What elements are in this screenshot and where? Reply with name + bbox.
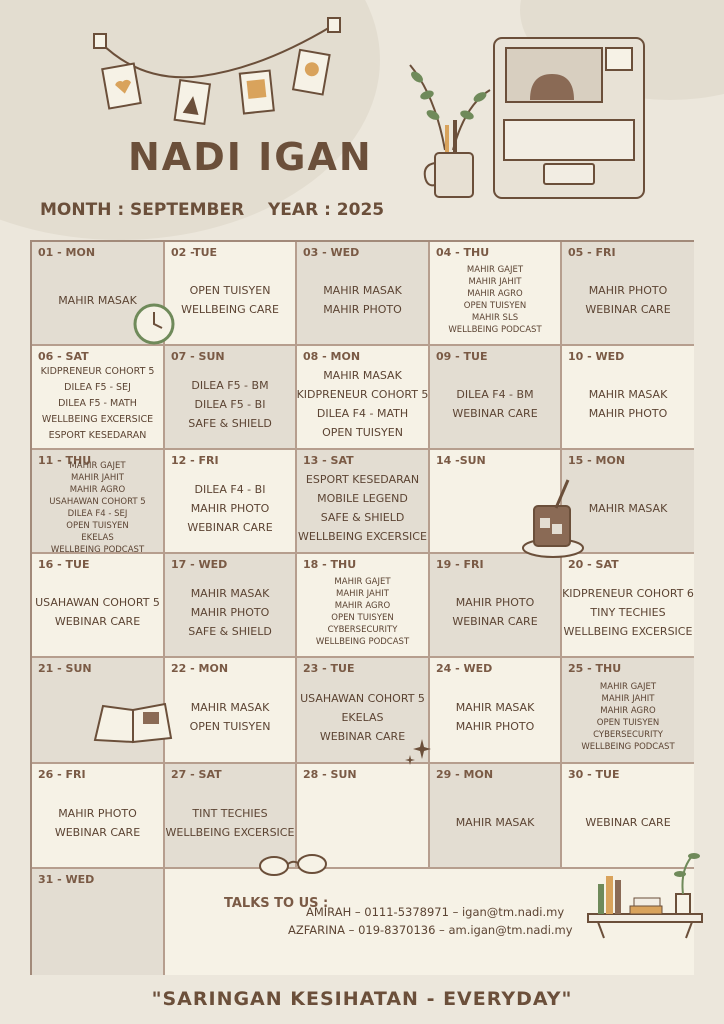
event-item: USAHAWAN COHORT 5 [35, 596, 160, 609]
month-label: MONTH : SEPTEMBER [40, 200, 245, 220]
day-label: 25 - THU [568, 662, 622, 675]
event-item: OPEN TUISYEN [322, 426, 403, 439]
event-item: MAHIR JAHIT [336, 589, 389, 599]
event-list [430, 362, 560, 446]
event-item: OPEN TUISYEN [463, 301, 527, 311]
event-item: WEBINAR CARE [187, 520, 273, 534]
day-label: 27 - SAT [171, 768, 222, 781]
event-item: WELLBEING PODCAST [448, 325, 542, 335]
day-label: 08 - MON [303, 350, 361, 363]
calendar-day-cell [562, 242, 694, 346]
calendar-day-cell [165, 554, 297, 658]
event-item: EKELAS [81, 533, 114, 543]
footer-slogan: "SARINGAN KESIHATAN - EVERYDAY" [151, 988, 573, 1010]
event-item: WELLBEING PODCAST [581, 742, 675, 752]
photo-garland-illustration [92, 14, 342, 129]
page-title: NADI IGAN [128, 135, 373, 179]
day-label: 03 - WED [303, 246, 360, 259]
calendar-day-cell [32, 450, 165, 554]
calendar-day-cell [297, 450, 430, 554]
event-item: SAFE & SHIELD [320, 511, 405, 524]
event-item: ESPORT KESEDARAN [48, 430, 147, 441]
event-item: MAHIR GAJET [334, 577, 391, 587]
event-item: MAHIR PHOTO [58, 806, 137, 820]
sparkle-icon [404, 737, 432, 767]
event-list [562, 674, 694, 760]
calendar-day-cell [32, 554, 165, 658]
calendar-day-cell [32, 346, 165, 450]
event-item: MOBILE LEGEND [317, 492, 408, 505]
event-item: USAHAWAN COHORT 5 [49, 497, 146, 507]
contact-azfarina: AZFARINA – 019-8370136 – am.igan@tm.nadi.my [288, 923, 573, 937]
day-label: 23 - TUE [303, 662, 355, 675]
event-item: WELLBEING EXCERSICE [165, 825, 295, 839]
bookshelf-illustration [584, 848, 706, 944]
year-label: YEAR : 2025 [268, 200, 385, 220]
event-list [430, 780, 560, 865]
event-item: MAHIR MASAK [323, 369, 402, 382]
event-item: DILEA F5 - SEJ [64, 382, 131, 393]
event-item: MAHIR GAJET [69, 461, 126, 471]
calendar-day-cell [297, 242, 430, 346]
event-list [32, 362, 163, 446]
event-item: MAHIR PHOTO [323, 303, 402, 316]
event-item: MAHIR MASAK [588, 388, 668, 401]
day-label: 04 - THU [436, 246, 490, 259]
event-item: DILEA F5 - MATH [58, 398, 137, 409]
calendar-day-cell [430, 658, 562, 764]
event-item: MAHIR GAJET [466, 265, 524, 275]
event-item: MAHIR AGRO [600, 706, 656, 716]
event-item: MAHIR PHOTO [190, 605, 270, 619]
calendar-day-cell [165, 450, 297, 554]
event-item: MAHIR JAHIT [71, 473, 124, 483]
event-item: KIDPRENEUR COHORT 5 [297, 388, 429, 401]
event-item: WEBINAR CARE [452, 407, 538, 420]
calendar-day-cell [562, 658, 694, 764]
event-item: MAHIR MASAK [455, 701, 535, 714]
event-item: DILEA F4 - MATH [316, 407, 409, 420]
iced-drink-illustration [520, 478, 586, 560]
event-item: MAHIR PHOTO [190, 501, 270, 515]
event-item: MAHIR PHOTO [455, 720, 535, 733]
day-label: 28 - SUN [303, 768, 357, 781]
calendar-day-cell [430, 764, 562, 869]
event-item: TINY TECHIES [590, 605, 666, 619]
calendar-day-cell [297, 346, 430, 450]
event-item: MAHIR AGRO [69, 485, 126, 495]
event-item: ESPORT KESEDARAN [305, 473, 420, 486]
contact-amirah: AMIRAH – 0111-5378971 – igan@tm.nadi.my [306, 905, 565, 919]
talks-to-us-label: TALKS TO US : [224, 896, 329, 911]
event-item: WEBINAR CARE [54, 825, 141, 839]
day-label: 18 - THU [303, 558, 357, 571]
event-item: WELLBEING PODCAST [315, 637, 410, 647]
event-item: MAHIR GAJET [599, 682, 657, 692]
event-list [165, 674, 295, 760]
event-item: OPEN TUISYEN [331, 613, 394, 623]
event-item: KIDPRENEUR COHORT 5 [40, 366, 155, 377]
calendar-day-cell [430, 346, 562, 450]
event-item: MAHIR PHOTO [588, 284, 668, 297]
event-list [562, 570, 694, 654]
day-label: 31 - WED [38, 873, 95, 886]
event-item: MAHIR MASAK [588, 501, 668, 515]
event-item: MAHIR AGRO [334, 601, 391, 611]
event-list [165, 570, 295, 654]
calendar-day-cell [430, 554, 562, 658]
event-item: SAFE & SHIELD [188, 624, 272, 638]
calendar-day-cell [165, 242, 297, 346]
calendar-day-cell [562, 554, 694, 658]
event-list [32, 461, 163, 554]
event-item: WEBINAR CARE [452, 615, 538, 628]
day-label: 05 - FRI [568, 246, 616, 259]
day-label: 10 - WED [568, 350, 625, 363]
event-item: CYBERSECURITY [327, 625, 398, 635]
event-item: DILEA F4 - BM [456, 388, 534, 401]
event-item: MAHIR PHOTO [455, 596, 535, 609]
event-item: WELLBEING EXCERSICE [563, 624, 693, 638]
day-label: 26 - FRI [38, 768, 86, 781]
event-item: EKELAS [341, 710, 384, 724]
event-item: TINT TECHIES [192, 806, 268, 820]
day-label: 20 - SAT [568, 558, 619, 571]
event-list [562, 362, 694, 446]
event-item: WELLBEING CARE [181, 303, 279, 316]
day-label: 06 - SAT [38, 350, 89, 363]
glasses-illustration [258, 852, 330, 878]
event-item: WELLBEING PODCAST [50, 545, 145, 554]
event-item: OPEN TUISYEN [189, 720, 271, 733]
event-item: DILEA F5 - BM [191, 378, 269, 392]
event-list [32, 570, 163, 654]
event-item: DILEA F4 - BI [194, 482, 266, 496]
event-list [430, 258, 560, 342]
calendar-day-cell [562, 346, 694, 450]
event-item: MAHIR SLS [471, 313, 519, 323]
event-item: MAHIR JAHIT [468, 277, 522, 287]
event-item: SAFE & SHIELD [188, 416, 272, 430]
event-item: MAHIR PHOTO [588, 407, 668, 420]
calendar-day-cell [430, 242, 562, 346]
day-label: 21 - SUN [38, 662, 92, 675]
event-item: CYBERSECURITY [593, 730, 663, 740]
event-list [297, 466, 428, 550]
event-item: MAHIR MASAK [58, 293, 137, 307]
event-list [430, 674, 560, 760]
event-item: WEBINAR CARE [585, 303, 671, 316]
event-list [165, 466, 295, 550]
event-item: OPEN TUISYEN [189, 284, 271, 297]
event-list [32, 885, 163, 973]
day-label: 19 - FRI [436, 558, 484, 571]
event-item: OPEN TUISYEN [596, 718, 660, 728]
event-item: WEBINAR CARE [54, 615, 141, 628]
day-label: 17 - WED [171, 558, 228, 571]
day-label: 14 -SUN [436, 454, 486, 467]
day-label: 22 - MON [171, 662, 229, 675]
event-item: KIDPRENEUR COHORT 6 [562, 586, 694, 600]
event-item: MAHIR MASAK [190, 586, 270, 600]
event-list [165, 258, 295, 342]
laptop-illustration [490, 36, 648, 202]
event-item: WELLBEING EXCERSICE [298, 530, 427, 543]
day-label: 30 - TUE [568, 768, 620, 781]
calendar-day-cell [32, 764, 165, 869]
event-list [32, 780, 163, 865]
event-item: USAHAWAN COHORT 5 [300, 691, 425, 705]
event-item: MAHIR MASAK [455, 816, 535, 829]
event-list [297, 570, 428, 654]
day-label: 12 - FRI [171, 454, 219, 467]
event-list [165, 362, 295, 446]
event-item: MAHIR JAHIT [601, 694, 655, 704]
plant-pot-illustration [405, 55, 495, 205]
calendar-day-cell [32, 869, 165, 975]
day-label: 16 - TUE [38, 558, 90, 571]
calendar-day-cell [297, 554, 430, 658]
event-item: WEBINAR CARE [585, 816, 671, 829]
day-label: 29 - MON [436, 768, 494, 781]
event-list [297, 362, 428, 446]
day-label: 15 - MON [568, 454, 626, 467]
event-list [562, 258, 694, 342]
calendar-day-cell [165, 346, 297, 450]
event-list [430, 570, 560, 654]
day-label: 07 - SUN [171, 350, 225, 363]
day-label: 02 -TUE [171, 246, 218, 259]
day-label: 09 - TUE [436, 350, 488, 363]
event-list [297, 258, 428, 342]
open-book-illustration [93, 700, 173, 744]
calendar-day-cell [165, 658, 297, 764]
day-label: 11 - THU [38, 454, 92, 467]
event-item: WEBINAR CARE [319, 729, 406, 743]
event-item: DILEA F5 - BI [194, 397, 266, 411]
event-item: OPEN TUISYEN [66, 521, 129, 531]
clock-icon [133, 303, 175, 345]
event-item: DILEA F4 - SEJ [67, 509, 128, 519]
event-item: WELLBEING EXCERSICE [41, 414, 154, 425]
day-label: 24 - WED [436, 662, 493, 675]
day-label: 13 - SAT [303, 454, 354, 467]
event-item: MAHIR MASAK [323, 284, 402, 297]
day-label: 01 - MON [38, 246, 96, 259]
event-item: MAHIR MASAK [190, 701, 270, 714]
event-item: MAHIR AGRO [467, 289, 523, 299]
